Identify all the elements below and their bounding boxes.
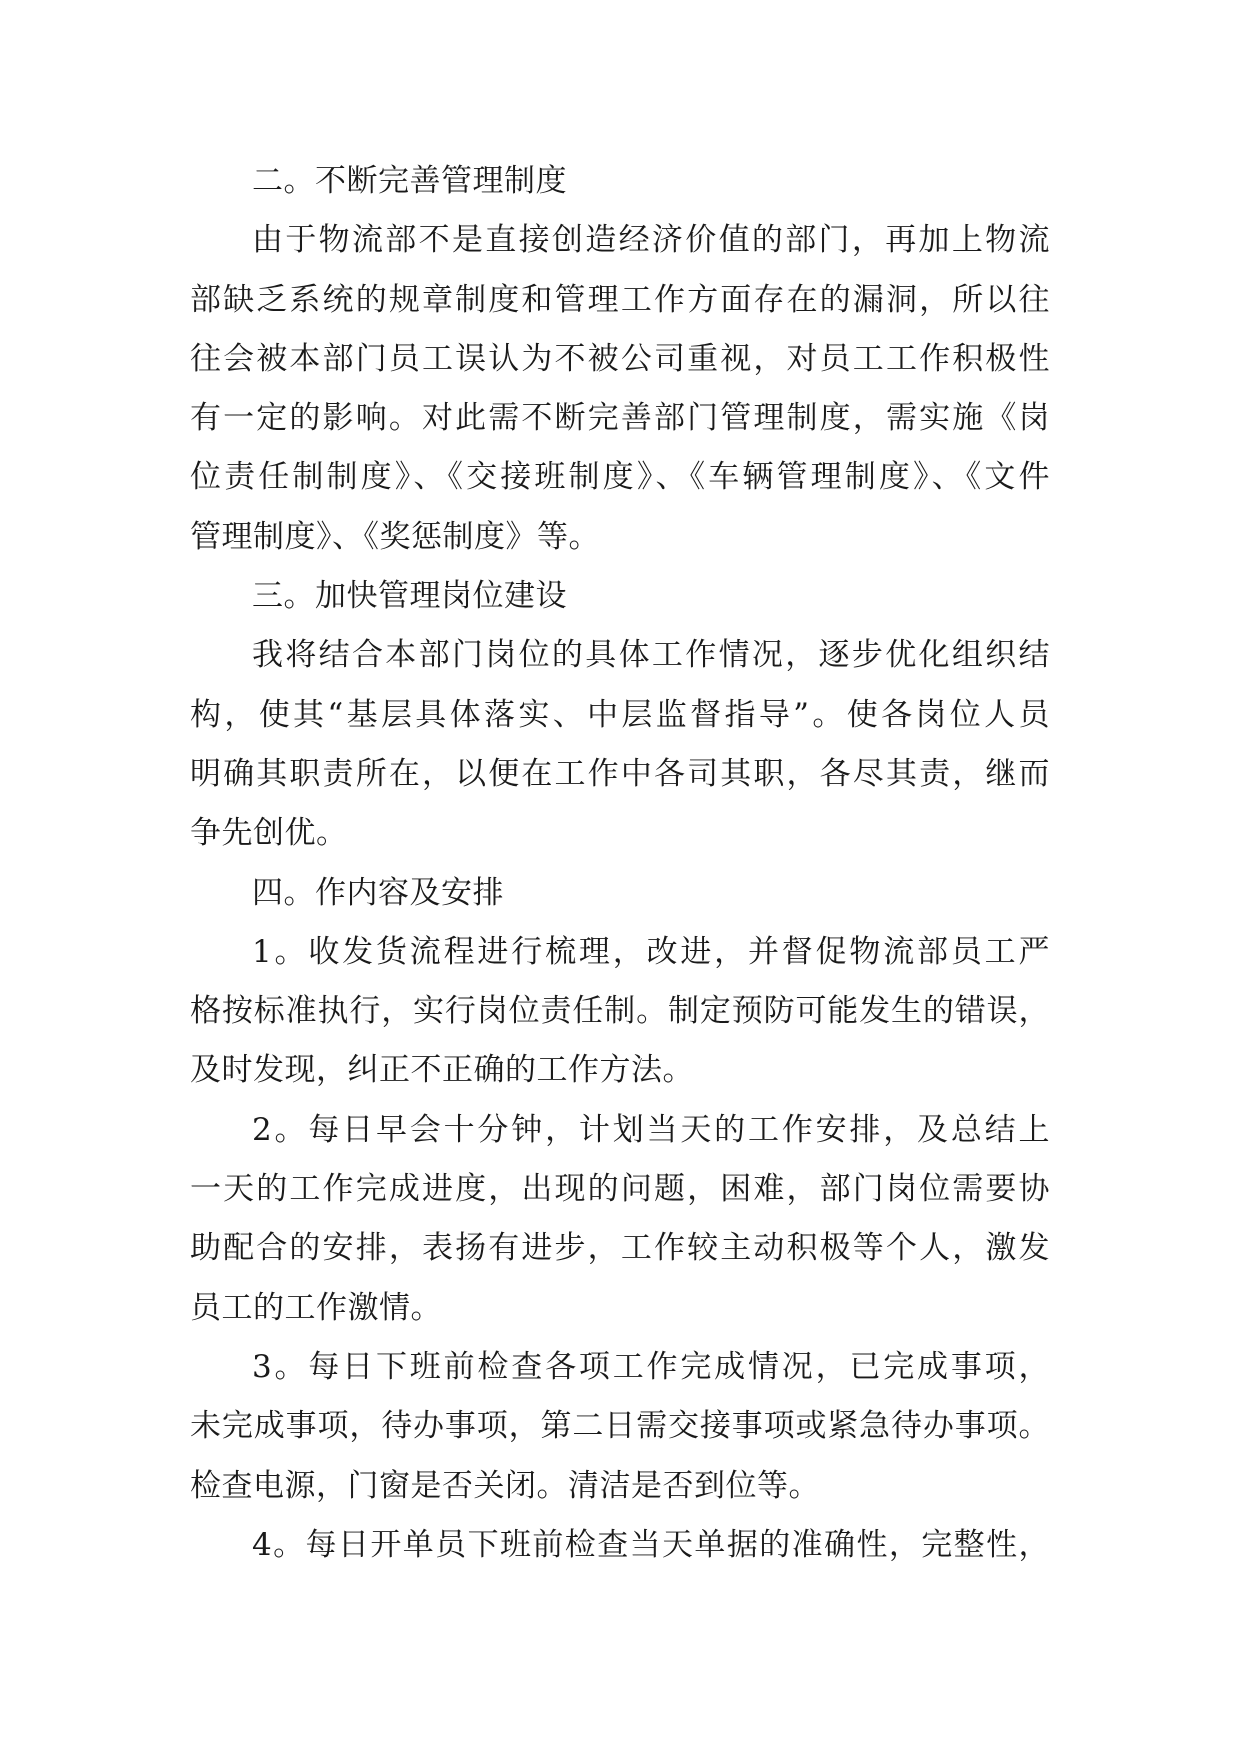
text-line: 3。每日下班前检查各项工作完成情况，已完成事项， (252, 1348, 1050, 1385)
text-line: 明确其职责所在，以便在工作中各司其职，各尽其责，继而 (190, 755, 1050, 792)
text-line: 管理制度》、《奖惩制度》等。 (190, 518, 600, 555)
text-line: 员工的工作激情。 (190, 1289, 442, 1326)
text-line: 争先创优。 (190, 815, 348, 852)
text-line: 检查电源，门窗是否关闭。清洁是否到位等。 (190, 1467, 820, 1504)
text-line: 我将结合本部门岗位的具体工作情况，逐步优化组织结 (252, 637, 1050, 674)
text-line: 往会被本部门员工误认为不被公司重视，对员工工作积极性 (190, 340, 1050, 377)
text-line: 助配合的安排，表扬有进步，工作较主动积极等个人，激发 (190, 1230, 1050, 1267)
document-body (190, 152, 1050, 1575)
text-line: 一天的工作完成进度，出现的问题，困难，部门岗位需要协 (190, 1171, 1050, 1208)
text-line: 四。作内容及安排 (252, 874, 504, 911)
text-line: 有一定的影响。对此需不断完善部门管理制度，需实施《岗 (190, 400, 1050, 437)
text-line: 二。不断完善管理制度 (252, 163, 567, 199)
text-line: 部缺乏系统的规章制度和管理工作方面存在的漏洞，所以往 (190, 281, 1050, 318)
text-line: 格按标准执行，实行岗位责任制。制定预防可能发生的错误， (190, 993, 1050, 1030)
text-line: 由于物流部不是直接创造经济价值的部门，再加上物流 (252, 222, 1050, 259)
text-line: 2。每日早会十分钟，计划当天的工作安排，及总结上 (252, 1111, 1050, 1148)
text-line: 三。加快管理岗位建设 (252, 578, 567, 615)
text-line: 1。收发货流程进行梳理，改进，并督促物流部员工严 (252, 933, 1050, 970)
text-line: 及时发现，纠正不正确的工作方法。 (190, 1052, 694, 1089)
text-line: 4。每日开单员下班前检查当天单据的准确性，完整性， (252, 1526, 1050, 1563)
text-line: 位责任制制度》、《交接班制度》、《车辆管理制度》、《文件 (190, 459, 1050, 496)
text-line: 构，使其“基层具体落实、中层监督指导”。使各岗位人员 (190, 696, 1050, 733)
text-line: 未完成事项，待办事项，第二日需交接事项或紧急待办事项。 (190, 1408, 1050, 1445)
